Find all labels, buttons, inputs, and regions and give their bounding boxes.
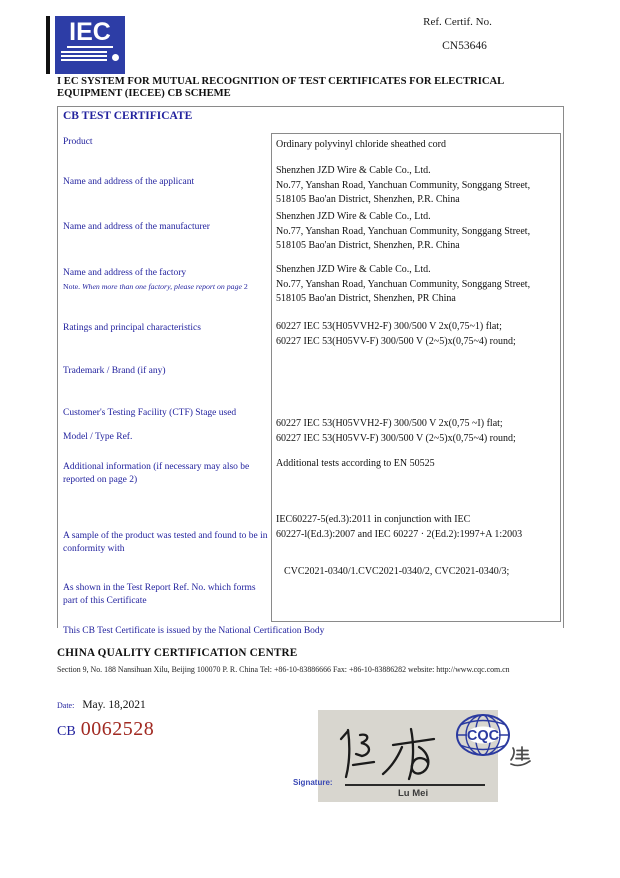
values-box [271, 133, 561, 622]
cqc-logo [455, 710, 511, 767]
value-manufacturer: Shenzhen JZD Wire & Cable Co., Ltd. No.77, Yanshan Road, Yanchuan Community, Songgang Street, 518105 Bao'an District, Shenzhen, P.R. China [276, 211, 531, 251]
certificate-table [57, 106, 564, 628]
iec-logo-text: IEC [67, 19, 113, 48]
signature-underline [345, 784, 485, 786]
field-label-manufacturer: Name and address of the manufacturer [63, 222, 210, 232]
scheme-header: I EC SYSTEM FOR MUTUAL RECOGNITION OF TEST CERTIFICATES FOR ELECTRICAL EQUIPMENT (IECEE) CB SCHEME [57, 76, 504, 99]
field-label-factory: Name and address of the factory [63, 268, 187, 278]
ref-certif-block [385, 16, 530, 52]
field-label-ratings: Ratings and principal characteristics [63, 323, 201, 333]
signatory-name: Lu Mei [398, 788, 429, 799]
iec-logo-box [55, 16, 125, 74]
value-product: Ordinary polyvinyl chloride sheathed cord [276, 139, 446, 150]
factory-note [63, 282, 271, 291]
cqc-logo-text: CQC [466, 728, 500, 744]
field-label-ctf-stage: Customer's Testing Facility (CTF) Stage used [63, 408, 237, 418]
cb-number: 0062528 [80, 718, 155, 740]
signature-label: Signature: [293, 778, 333, 787]
iec-logo-spine [46, 16, 52, 74]
field-label-applicant: Name and address of the applicant [63, 177, 195, 187]
value-conformity: IEC60227-5(ed.3):2011 in conjunction with IEC 60227-l(Ed.3):2007 and IEC 60227 · 2(Ed.2):1997+A 1:2003 [276, 514, 523, 540]
value-model-type-ref: 60227 IEC 53(H05VVH2-F) 300/500 V 2x(0,75 ~I) flat; 60227 IEC 53(H05VV-F) 300/500 V (2~5)x(0,75~4) round; [276, 418, 516, 444]
ref-certif-label: Ref. Certif. No. [423, 16, 492, 28]
issued-by-line: This CB Test Certificate is issued by the National Certification Body [63, 626, 325, 636]
value-test-report: CVC2021-0340/1.CVC2021-0340/2, CVC2021-0340/3; [284, 566, 510, 577]
value-ratings: 60227 IEC 53(H05VVH2-F) 300/500 V 2x(0,75~1) flat; 60227 IEC 53(H05VV-F) 300/500 V (2~5)x(0,75~4) round; [276, 321, 516, 347]
org-address: Section 9, No. 188 Nansihuan Xilu, Beijing 100070 P. R. China Tel: +86-10-83886666 Fax: +86-10-83886282 website: http://www.cqc.com.cn [57, 665, 510, 674]
iec-logo [46, 16, 128, 74]
date-label: Date: [57, 701, 75, 710]
date-line [57, 695, 146, 713]
value-additional-info: Additional tests according to EN 50525 [276, 458, 435, 469]
value-factory: Shenzhen JZD Wire & Cable Co., Ltd. No.77, Yanshan Road, Yanchuan Community, Songgang Street, 518105 Bao'an District, Shenzhen, PR China [276, 264, 531, 304]
org-name: CHINA QUALITY CERTIFICATION CENTRE [57, 647, 298, 659]
factory-note-prefix: Note. [63, 282, 83, 291]
field-label-additional-info: Additional information (if necessary may also be reported on page 2) [63, 462, 250, 485]
field-label-product: Product [63, 137, 93, 147]
factory-note-suffix: 2 [243, 282, 248, 291]
stamp-character-jian [508, 744, 532, 773]
iec-logo-lines [61, 51, 119, 61]
field-label-model-type-ref: Model / Type Ref. [63, 432, 133, 442]
field-label-test-report: As shown in the Test Report Ref. No. which forms part of this Certificate [63, 583, 256, 606]
field-label-conformity: A sample of the product was tested and found to be in conformity with [63, 531, 268, 554]
ref-certif-value: CN53646 [442, 40, 487, 52]
value-applicant: Shenzhen JZD Wire & Cable Co., Ltd. No.77, Yanshan Road, Yanchuan Community, Songgang Street, 518105 Bao'an District, Shenzhen, P.R. China [276, 165, 531, 205]
date-value: May. 18,2021 [82, 699, 146, 711]
iec-logo-dot [112, 54, 119, 61]
field-label-trademark: Trademark / Brand (if any) [63, 366, 166, 376]
factory-note-text: When more than one factory, please report on page [82, 282, 244, 291]
cb-certificate-number [57, 718, 154, 741]
cb-prefix: CB [57, 724, 76, 739]
certificate-title: CB TEST CERTIFICATE [63, 110, 193, 122]
